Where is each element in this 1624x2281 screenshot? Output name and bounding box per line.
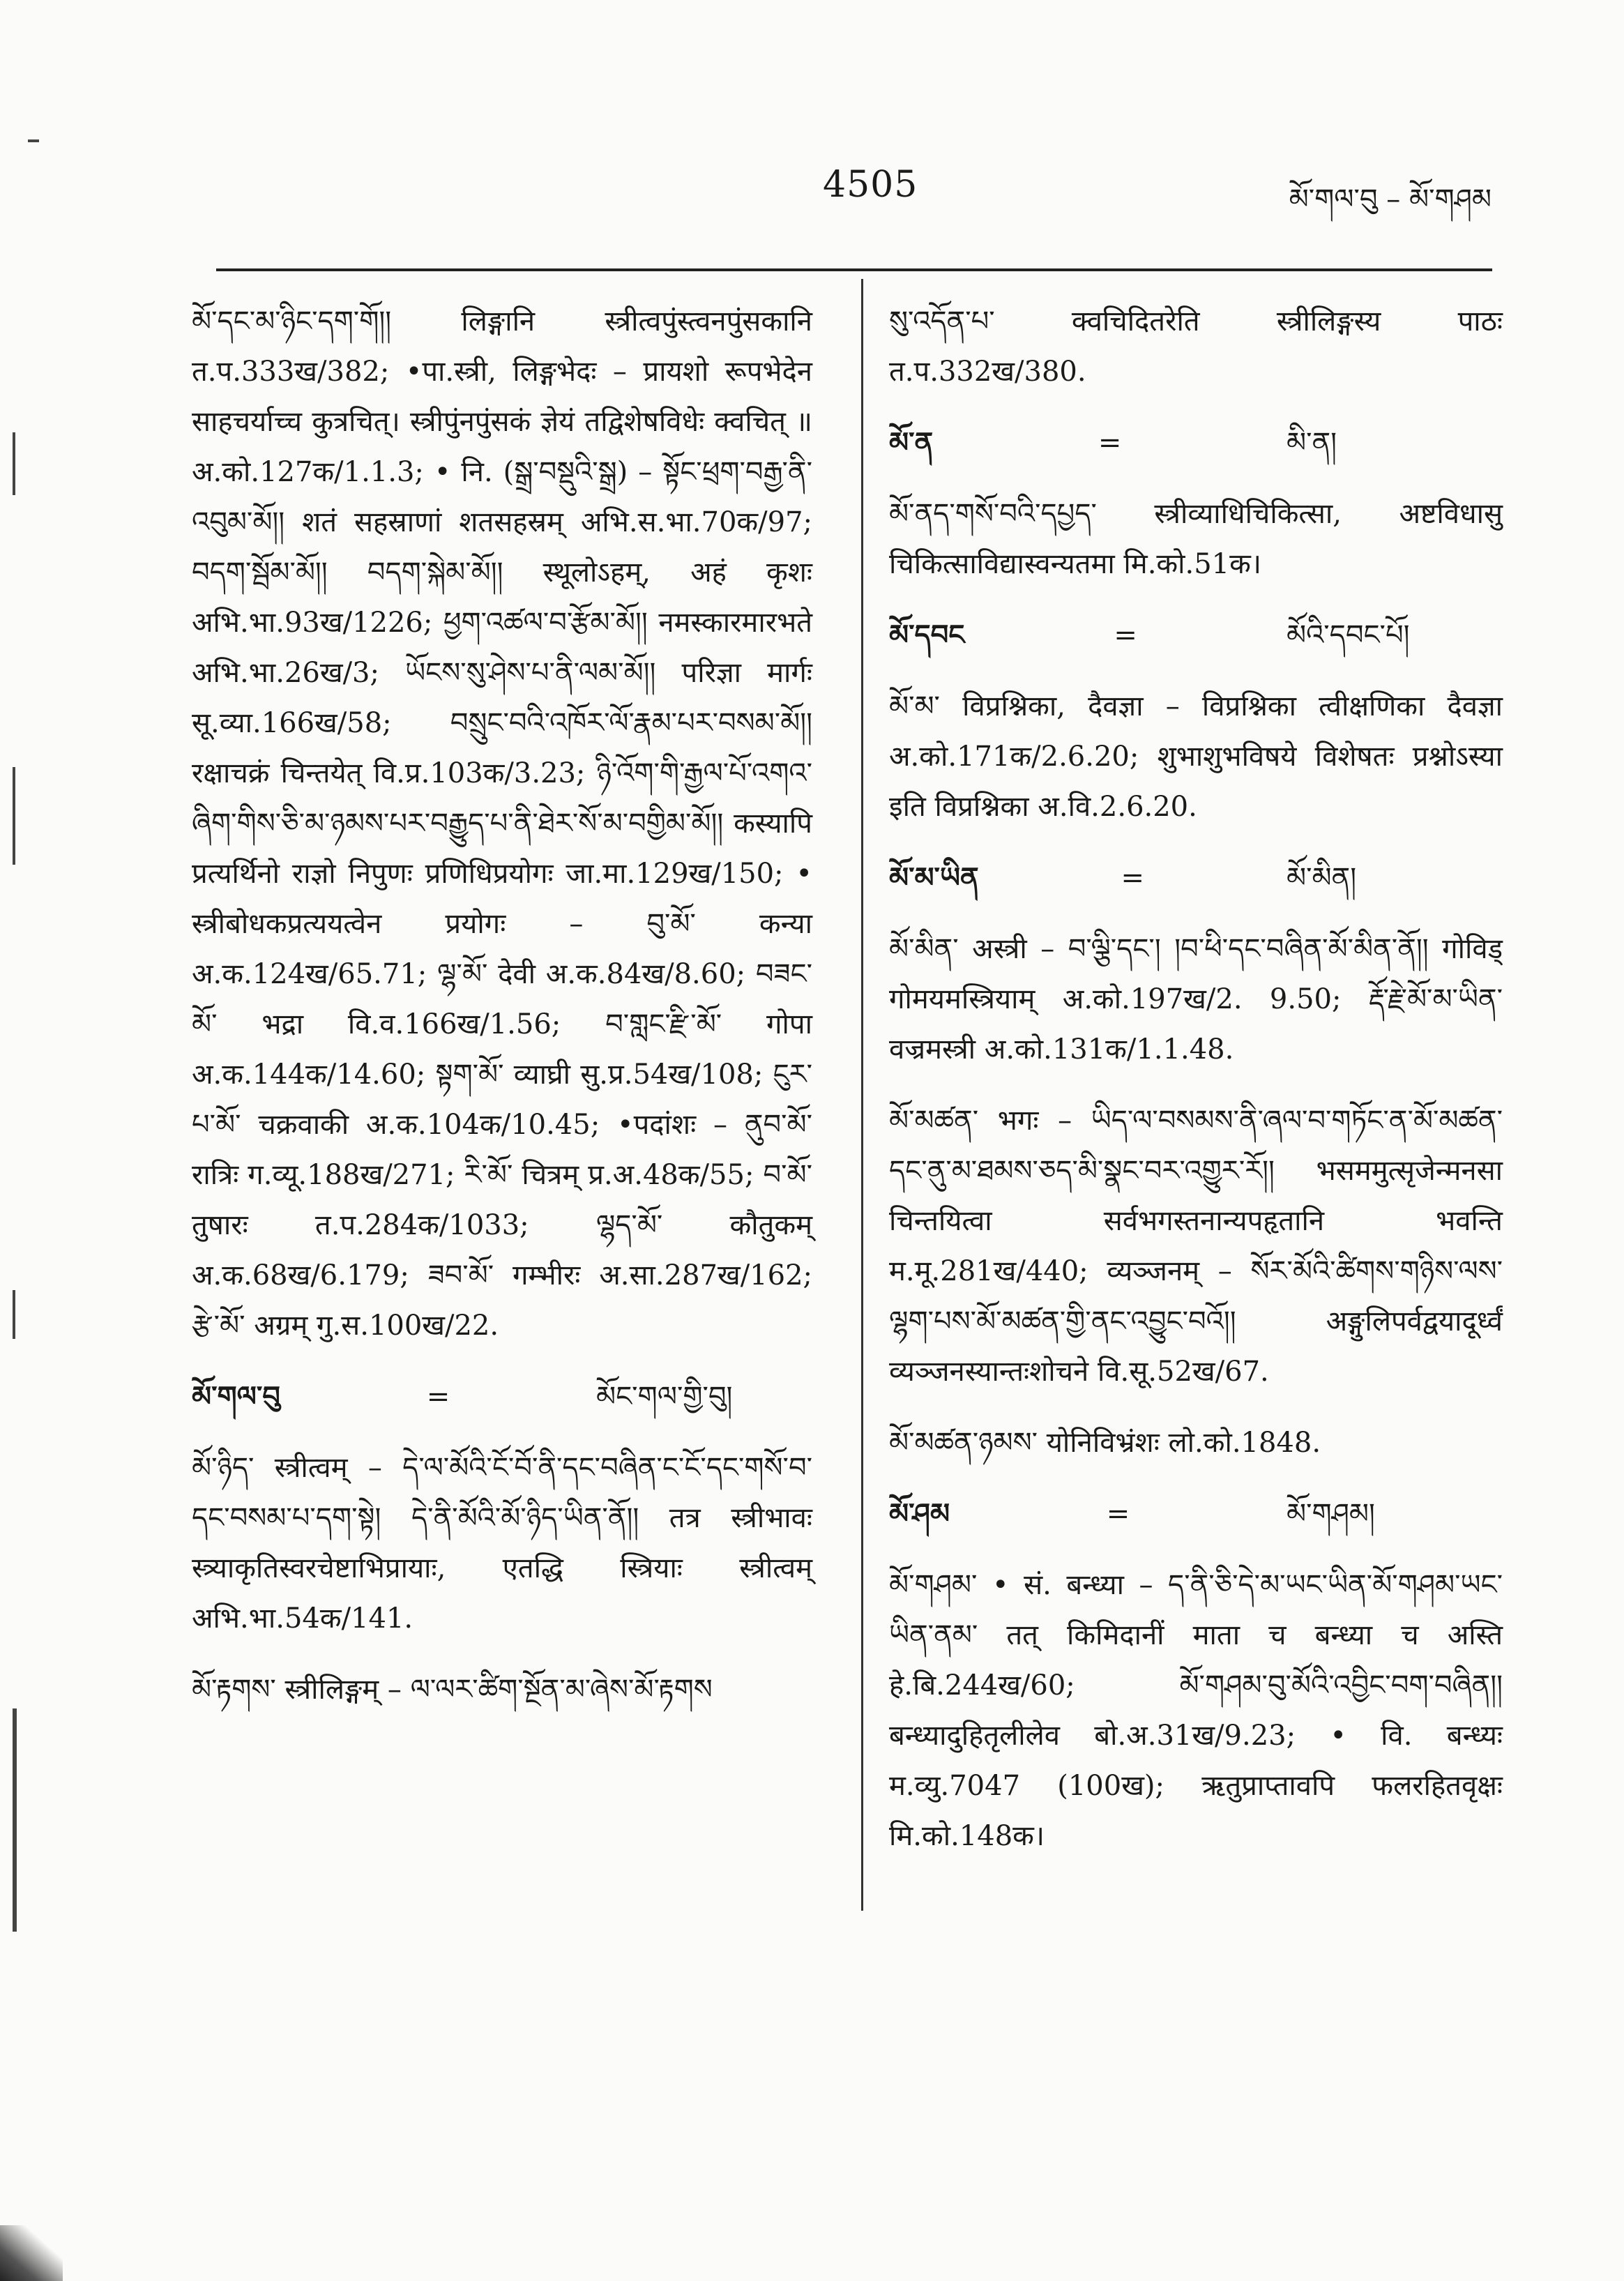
equals-sign: = bbox=[1121, 862, 1145, 894]
equals-sign: = bbox=[426, 1381, 450, 1413]
equals-sign: = bbox=[1106, 1498, 1130, 1530]
scan-margin-mark bbox=[13, 432, 15, 495]
reference-target: མི་ན། bbox=[1286, 427, 1337, 459]
reference-target: མོ་གཤམ། bbox=[1286, 1498, 1375, 1530]
equals-sign: = bbox=[1098, 427, 1122, 459]
dictionary-entry: མོ་ནད་གསོ་བའི་དཔྱད་ स्त्रीव्याधिचिकित्सा, अष्टविधासु चिकित्साविद्यास्वन्यतमा मि.को.51क। bbox=[889, 498, 1503, 580]
dictionary-entry: མོ་གཤམ་ • सं. बन्ध्या – ད་ནི་ཅི་དེ་མ་ཡང་ཡིན་མོ་གཤམ་ཡང་ཡིན་ནམ་ तत् किमिदानीं माता च बन्ध्या च अस्ति हे.बि.244ख/60; མོ་གཤམ་བུ་མོའི་འབྱིང་བག་བཞིན།། बन्ध्यादुहितृलीलेव बो.अ.31ख/9.23; • वि. बन्ध्यः म.व्यु.7047 (100ख); ऋतुप्राप्तावपि फलरहितवृक्षः मि.को.148क। bbox=[889, 1569, 1503, 1852]
reference-target: མོང་གལ་གྱི་བུ། bbox=[595, 1381, 733, 1413]
scan-margin-dash bbox=[28, 139, 39, 142]
entry-continued: སུ་འདོན་པ་ क्वचिदितरेति स्त्रीलिङ्गस्य पाठः त.प.332ख/380. bbox=[889, 305, 1503, 388]
column-divider bbox=[861, 279, 863, 1911]
left-column bbox=[192, 296, 812, 1736]
cross-reference bbox=[889, 1489, 1503, 1539]
scan-corner-smudge bbox=[0, 2225, 63, 2281]
running-head: མོ་གལ་བུ – མོ་གཤམ bbox=[1289, 183, 1492, 215]
dictionary-entry: མོ་རྟགས་ स्त्रीलिङ्गम् – ལ་ལར་ཚིག་སྔོན་མ་ཞེས་མོ་རྟགས bbox=[192, 1674, 713, 1706]
dictionary-entry: མོ་མིན་ अस्त्री – བ་ལྕི་དང་། །བ་ཕི་དང་བཞིན་མོ་མིན་ནོ།། गोविड् गोमयमस्त्रियाम् अ.को.197ख/2. 9.50; རྡོ་རྗེ་མོ་མ་ཡིན་ वज्रमस्त्री अ.को.131क/1.1.48. bbox=[889, 933, 1503, 1066]
dictionary-entry: མོ་མཚན་ཉམས་ योनिविभ्रंशः लो.को.1848. bbox=[889, 1427, 1321, 1459]
dictionary-entry: མོ་མ་ विप्रश्निका, दैवज्ञा – विप्रश्निका त्वीक्षणिका दैवज्ञा अ.को.171क/2.6.20; शुभाशुभविषये विशेषतः प्रश्नोऽस्या इति विप्रश्निका अ.वि.2.6.20. bbox=[889, 690, 1503, 823]
reference-target: མོའི་དབང་པོ། bbox=[1287, 619, 1410, 651]
cross-reference bbox=[889, 418, 1503, 468]
cross-reference bbox=[889, 853, 1503, 903]
reference-target: མོ་མིན། bbox=[1286, 862, 1357, 894]
scan-margin-mark bbox=[13, 1708, 17, 1932]
cross-reference bbox=[889, 610, 1503, 660]
scan-margin-mark bbox=[13, 767, 15, 865]
headword: མོ་ན bbox=[889, 426, 934, 459]
headword: མོ་གལ་བུ bbox=[192, 1380, 280, 1413]
scan-margin-mark bbox=[13, 1290, 15, 1339]
equals-sign: = bbox=[1114, 619, 1137, 651]
headword: མོ་མ་ཡིན bbox=[889, 861, 979, 894]
cross-reference bbox=[192, 1372, 812, 1422]
dictionary-entry: མོ་མཚན་ भगः – ཡིད་ལ་བསམས་ནི་ཞལ་བ་གཏོང་ན་མོ་མཚན་དང་ནུ་མ་ཐམས་ཅད་མི་སྣང་བར་འགྱུར་རོ།། भसममुत्सृजेन्मनसा चिन्तयित्वा सर्वभगस्तनान्यपहृतानि भवन्ति म.मू.281ख/440; व्यञ्जनम् – སོར་མོའི་ཚིགས་གཉིས་ལས་ལྷག་པས་མོ་མཚན་གྱི་ནང་འབྱུང་བའོ།། अङ्गुलिपर्वद्वयादूर्ध्वं व्यञ्जनस्यान्तःशोचने वि.सू.52ख/67. bbox=[889, 1105, 1503, 1388]
page-number: 4505 bbox=[823, 164, 918, 206]
headword: མོ་ཤམ bbox=[889, 1497, 950, 1530]
dictionary-entry: མོ་ཉིད་ स्त्रीत्वम् – དེ་ལ་མོའི་ངོ་བོ་ནི་དང་བཞིན་ང་ངོ་དང་གསོ་བ་དང་བསམ་པ་དག་སྟེ། དེ་ནི་མོའི་མོ་ཉིད་ཡིན་ནོ།། तत्र स्त्रीभावः स्त्र्याकृतिस्वरचेष्टाभिप्रायाः, एतद्धि स्त्रियाः स्त्रीत्वम् अभि.भा.54क/141. bbox=[192, 1452, 812, 1635]
entry-continued: མོ་དང་མ་ཉིང་དག་གོ།། लिङ्गानि स्त्रीत्वपुंस्त्वनपुंसकानि त.प.333ख/382; •पा.स्त्री, लिङ्गभेदः – प्रायशो रूपभेदेन साहचर्याच्च कुत्रचित्। स्त्रीपुंनपुंसकं ज्ञेयं तद्विशेषविधेः क्वचित् ॥ अ.को.127क/1.1.3; • नि. (སྒྲ་བསྡུའི་སྒྲ) – སྟོང་ཕྲག་བརྒྱ་ནི་འབུམ་མོ།། शतं सहस्राणां शतसहस्रम् अभि.स.भा.70क/97; བདག་སྦོམ་མོ།། བདག་སྐེམ་མོ།། स्थूलोऽहम्, अहं कृशः अभि.भा.93ख/1226; ཕྱག་འཚལ་བ་རྩོམ་མོ།། नमस्कारमारभते अभि.भा.26ख/3; ཡོངས་སུ་ཤེས་པ་ནི་ལམ་མོ།། परिज्ञा मार्गः सू.व्या.166ख/58; བསྲུང་བའི་འཁོར་ལོ་རྣམ་པར་བསམ་མོ།། रक्षाचक्रं चिन्तयेत् वि.प्र.103क/3.23; ཉི་འོག་གི་རྒྱལ་པོ་འགའ་ཞིག་གིས་ཅི་མ་ཉམས་པར་བརྒྱུད་པ་ནི་ཐེར་སོ་མ་བགྱིམ་མོ།། कस्यापि प्रत्यर्थिनो राज्ञो निपुणः प्रणिधिप्रयोगः जा.मा.129ख/150; • स्त्रीबोधकप्रत्ययत्वेन प्रयोगः – བུ་མོ་ कन्या अ.क.124ख/65.71; ལྷ་མོ་ देवी अ.क.84ख/8.60; བཟང་མོ་ भद्रा वि.व.166ख/1.56; བ་གླང་རྫི་མོ་ गोपा अ.क.144क/14.60; སྟག་མོ་ व्याघ्री सु.प्र.54ख/108; ངུར་པ་མོ་ चक्रवाकी अ.क.104क/10.45; •पदांशः – ནུབ་མོ་ रात्रिः ग.व्यू.188ख/271; རི་མོ་ चित्रम् प्र.अ.48क/55; བ་མོ་ तुषारः त.प.284क/1033; ལྷད་མོ་ कौतुकम् अ.क.68ख/6.179; ཟབ་མོ་ गम्भीरः अ.सा.287ख/162; རྩེ་མོ་ अग्रम् गु.स.100ख/22. bbox=[192, 305, 812, 1342]
right-column bbox=[889, 296, 1503, 1882]
header-rule bbox=[216, 268, 1492, 271]
headword: མོ་དབང bbox=[889, 619, 965, 651]
